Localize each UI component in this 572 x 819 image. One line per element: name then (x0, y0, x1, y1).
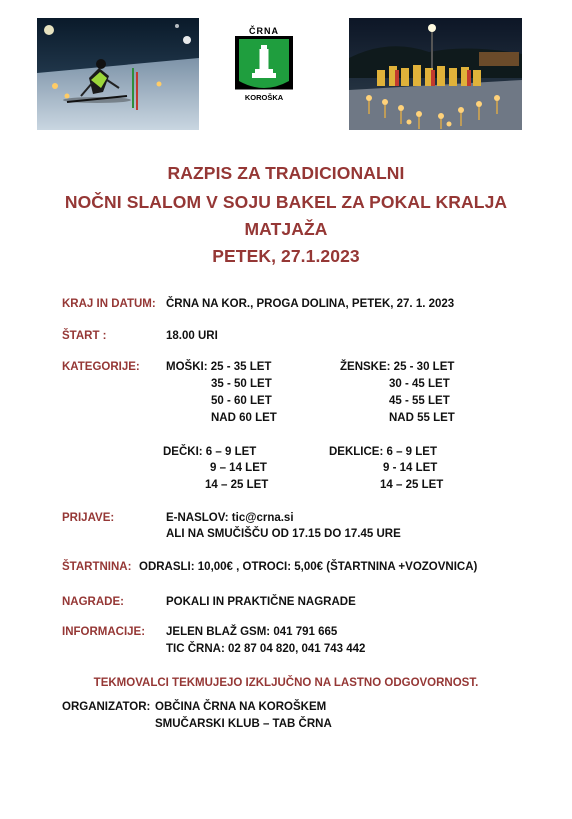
start-value: 18.00 URI (166, 330, 218, 342)
crna-koroska-logo (233, 25, 295, 103)
title-line-3: MATJAŽA (244, 219, 328, 239)
svg-text:ČRNA: ČRNA (249, 26, 279, 36)
svg-text:KOROŠKA: KOROŠKA (244, 93, 284, 102)
zenske-category-2: 30 - 45 LET (389, 378, 450, 390)
startnina-value: ODRASLI: 10,00€ , OTROCI: 5,00€ (ŠTARTNINA +VOZOVNICA) (139, 561, 478, 573)
startnina-label: ŠTARTNINA: (62, 561, 132, 573)
moski-category-4: NAD 60 LET (211, 412, 277, 424)
title-line-2: NOČNI SLALOM V SOJU BAKEL ZA POKAL KRALJA (64, 192, 508, 212)
informacije-contact-1: JELEN BLAŽ GSM: 041 791 665 (166, 626, 338, 638)
title-line-1: RAZPIS ZA TRADICIONALNI (167, 163, 405, 183)
zenske-category-3: 45 - 55 LET (389, 395, 450, 407)
moski-category-1: MOŠKI: 25 - 35 LET (166, 361, 272, 373)
night-slalom-skier-photo (37, 18, 199, 130)
kraj-label: KRAJ IN DATUM: (62, 298, 156, 310)
organizator-line-2: SMUČARSKI KLUB – TAB ČRNA (155, 718, 332, 730)
deklice-category-1: DEKLICE: 6 – 9 LET (329, 446, 437, 458)
moski-category-2: 35 - 50 LET (211, 378, 272, 390)
prijave-label: PRIJAVE: (62, 512, 115, 524)
decki-category-2: 9 – 14 LET (210, 462, 267, 474)
start-label: ŠTART : (62, 330, 107, 342)
prijave-on-site: ALI NA SMUČIŠČU OD 17.15 DO 17.45 URE (166, 528, 401, 540)
decki-category-1: DEČKI: 6 – 9 LET (163, 446, 257, 458)
deklice-category-2: 9 - 14 LET (383, 462, 438, 474)
zenske-category-1: ŽENSKE: 25 - 30 LET (340, 361, 455, 373)
nagrade-value: POKALI IN PRAKTIČNE NAGRADE (166, 596, 356, 608)
kategorije-label: KATEGORIJE: (62, 361, 140, 373)
nagrade-label: NAGRADE: (62, 596, 124, 608)
organizator-label: ORGANIZATOR: (62, 701, 151, 713)
event-date-heading: PETEK, 27.1.2023 (212, 246, 360, 266)
decki-category-3: 14 – 25 LET (205, 479, 269, 491)
informacije-contact-2: TIC ČRNA: 02 87 04 820, 041 743 442 (166, 643, 366, 655)
zenske-category-4: NAD 55 LET (389, 412, 455, 424)
informacije-label: INFORMACIJE: (62, 626, 146, 638)
night-ski-group-with-torches-photo (349, 18, 522, 130)
deklice-category-3: 14 – 25 LET (380, 479, 444, 491)
moski-category-3: 50 - 60 LET (211, 395, 272, 407)
organizator-line-1: OBČINA ČRNA NA KOROŠKEM (155, 701, 327, 713)
responsibility-note: TEKMOVALCI TEKMUJEJO IZKLJUČNO NA LASTNO ODGOVORNOST. (93, 677, 479, 689)
prijave-email: E-NASLOV: tic@crna.si (166, 512, 294, 524)
kraj-value: ČRNA NA KOR., PROGA DOLINA, PETEK, 27. 1. 2023 (166, 298, 455, 310)
